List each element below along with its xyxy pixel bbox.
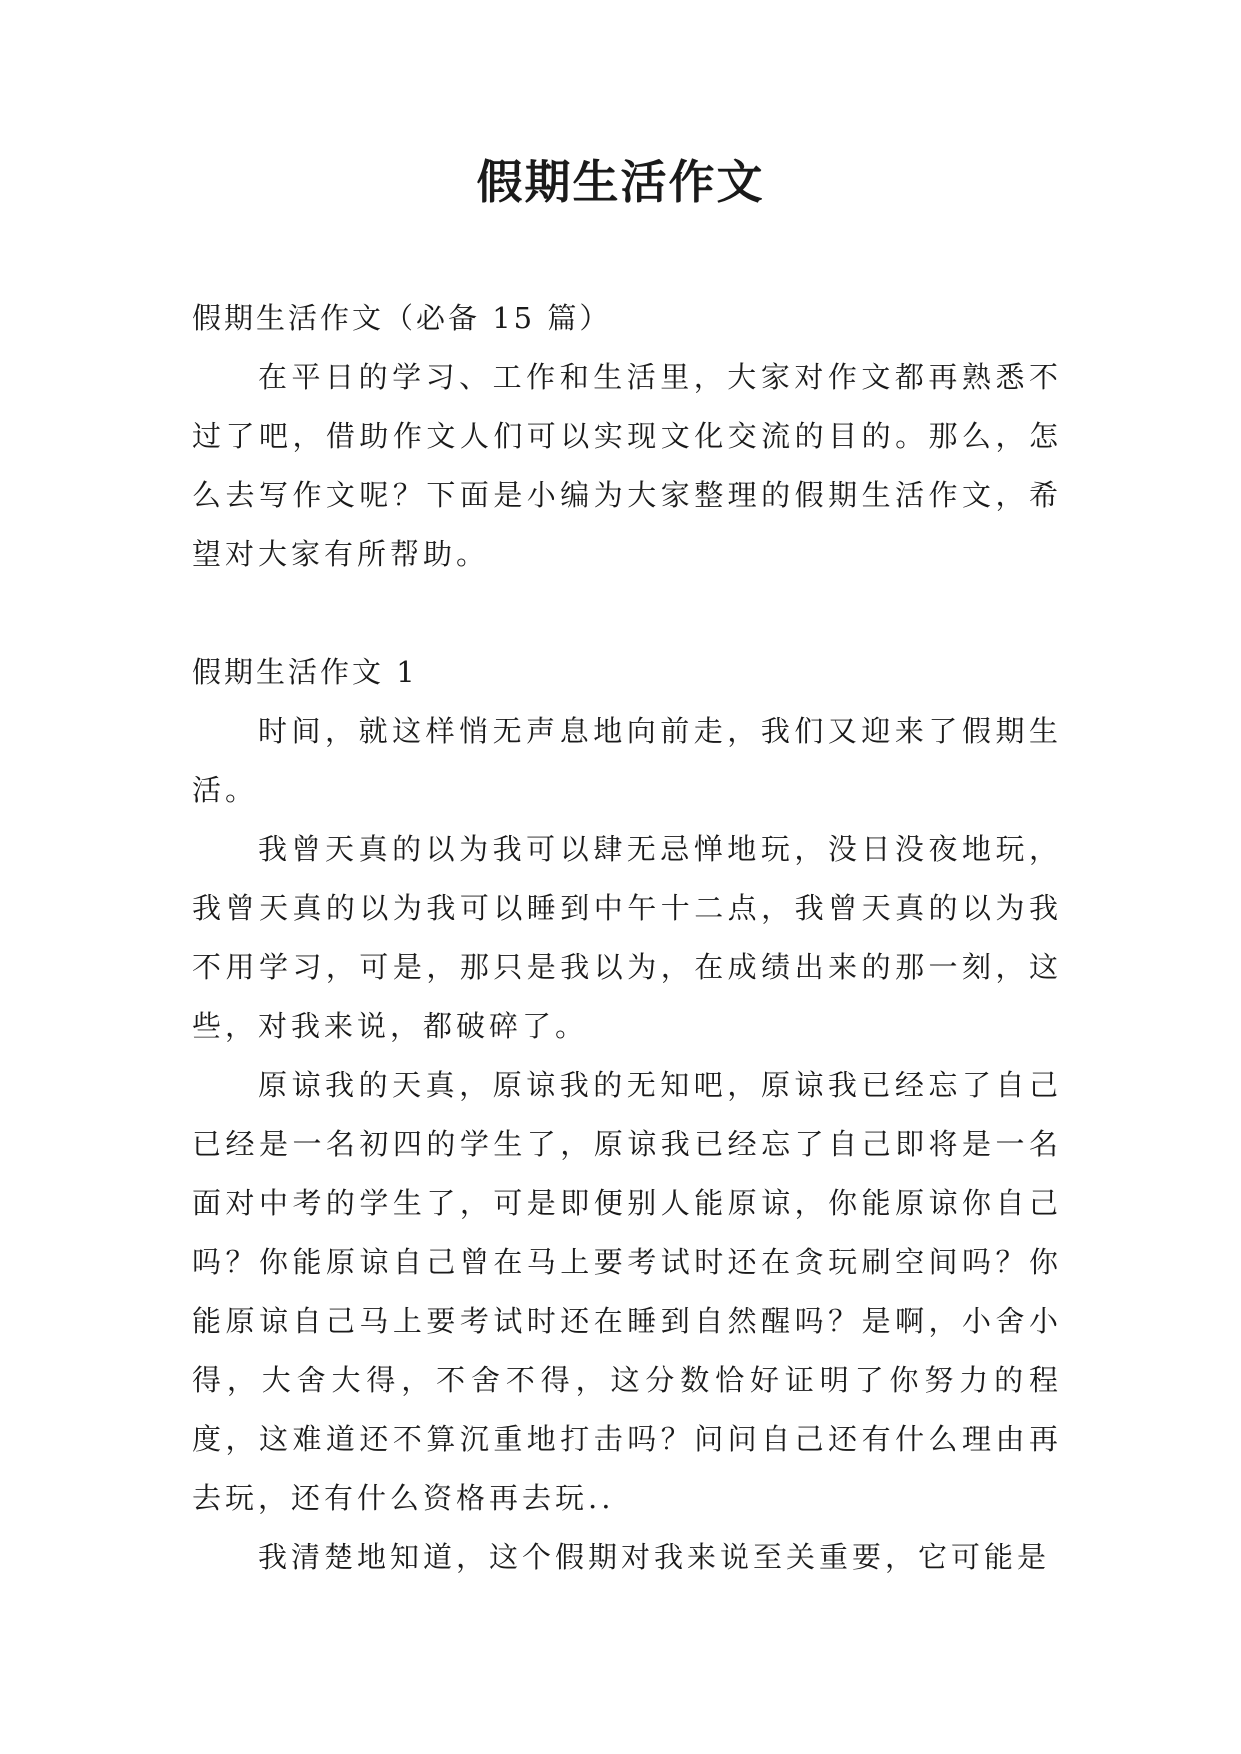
document-subtitle: 假期生活作文（必备 15 篇） — [192, 301, 612, 335]
body-paragraph: 我清楚地知道，这个假期对我来说至关重要，它可能是 — [258, 1540, 1051, 1574]
intro-paragraph: 在平日的学习、工作和生活里，大家对作文都再熟悉不过了吧，借助作文人们可以实现文化交流的目的。那么，怎么去写作文呢？下面是小编为大家整理的假期生活作文，希望对大家有所帮助。 — [192, 360, 1062, 571]
body-paragraph: 我曾天真的以为我可以肆无忌惮地玩，没日没夜地玩，我曾天真的以为我可以睡到中午十二点，我曾天真的以为我不用学习，可是，那只是我以为，在成绩出来的那一刻，这些，对我来说，都破碎了。 — [192, 832, 1062, 1043]
document-body — [192, 289, 1062, 1587]
section-heading: 假期生活作文 1 — [192, 655, 418, 689]
document-title: 假期生活作文 — [476, 155, 765, 209]
section-spacer — [192, 584, 1062, 643]
body-paragraph: 原谅我的天真，原谅我的无知吧，原谅我已经忘了自己已经是一名初四的学生了，原谅我已经忘了自己即将是一名面对中考的学生了，可是即便别人能原谅，你能原谅你自己吗？你能原谅自己曾在马上要考试时还在贪玩刷空间吗？你能原谅自己马上要考试时还在睡到自然醒吗？是啊，小舍小得，大舍大得，不舍不得，这分数恰好证明了你努力的程度，这难道还不算沉重地打击吗？问问自己还有什么理由再去玩，还有什么资格再去玩.. — [192, 1068, 1062, 1515]
body-paragraph: 时间，就这样悄无声息地向前走，我们又迎来了假期生活。 — [192, 714, 1062, 807]
